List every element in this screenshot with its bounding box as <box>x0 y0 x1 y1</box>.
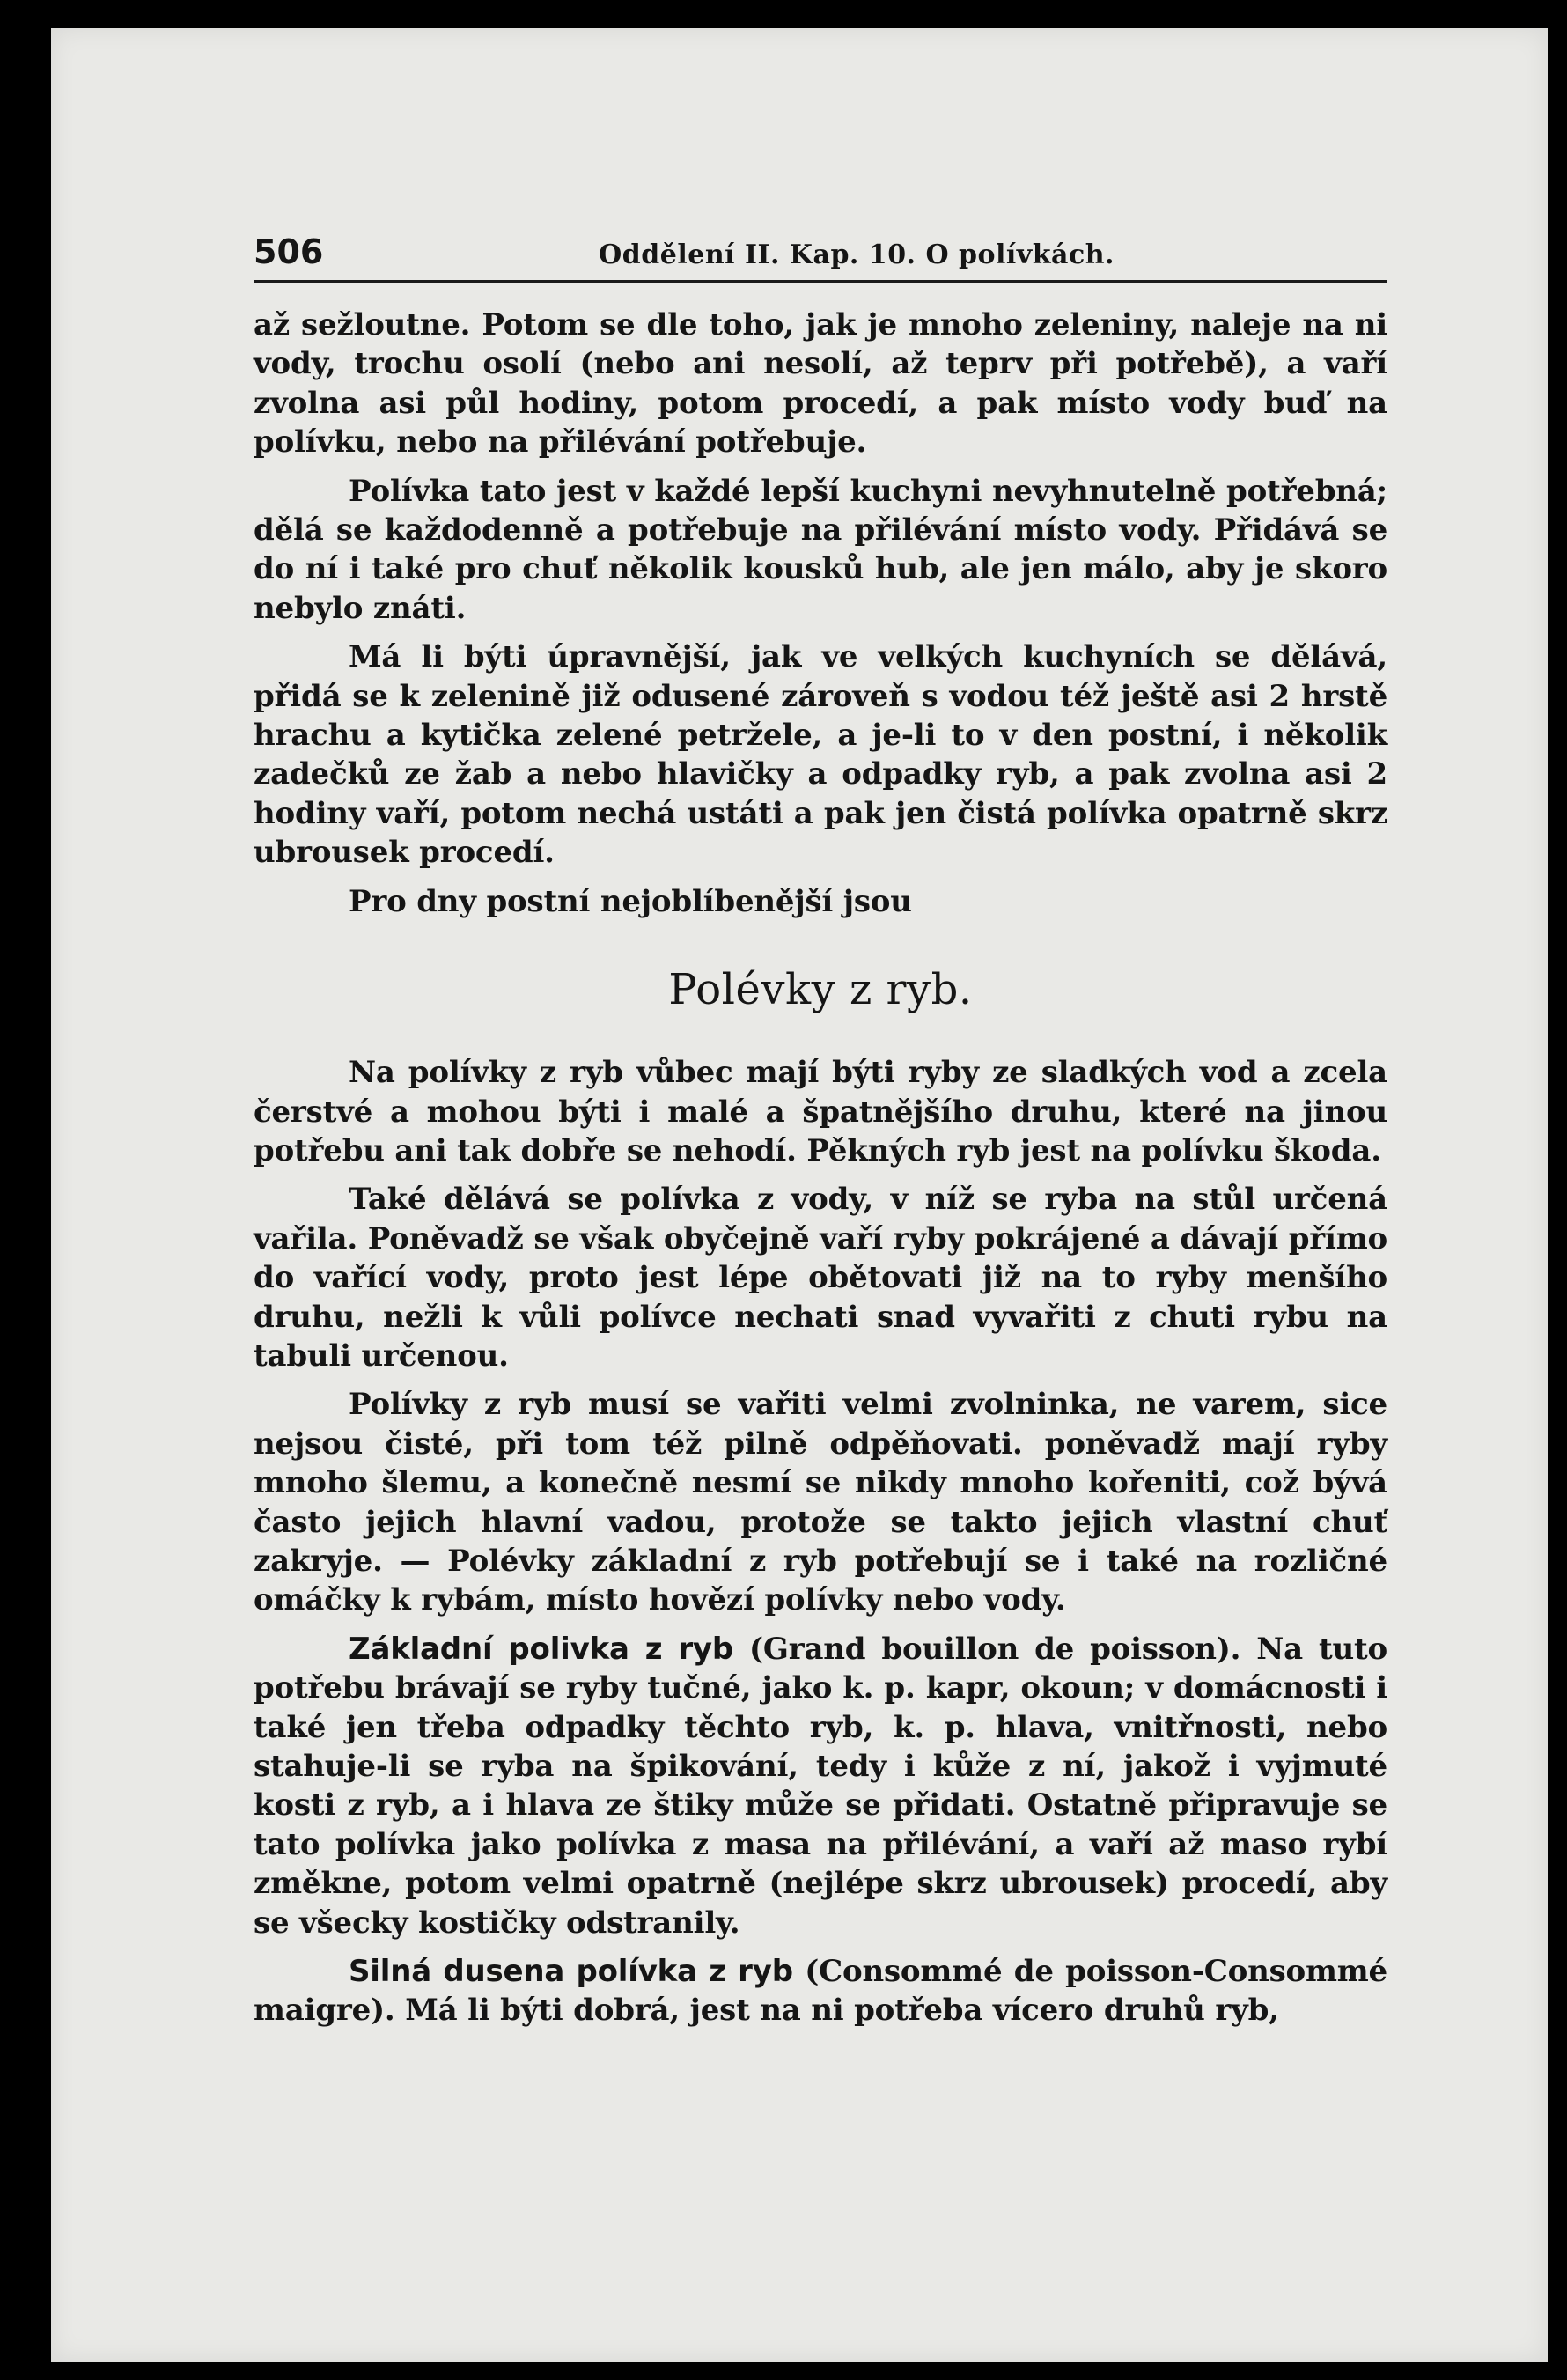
paragraph: Pro dny postní nejoblíbenější jsou <box>349 883 912 919</box>
paragraph: až sežloutne. Potom se dle toho, jak je mnoho zeleniny, naleje na ni vody, trochu osolí (nebo ani nesolí, až teprv při potřebě), a vaří zvolna asi půl hodiny, potom procedí, a pak místo vody buď na polívku, nebo na přilévání potřebuje. <box>254 307 1387 461</box>
page-header <box>254 232 1387 283</box>
recipe-paragraph <box>254 1630 1387 1942</box>
paragraph: Polívky z ryb musí se vařiti velmi zvolninka, ne varem, sice nejsou čisté, při tom též pilně odpěňovati. poněvadž mají ryby mnoho šlemu, a konečně nesmí se nikdy mnoho kořeniti, což bývá často jejich hlavní vadou, protože se takto jejich vlastní chuť zakryje. — Polévky základní z ryb potřebují se i také na rozličné omáčky k rybám, místo hovězí polívky nebo vody. <box>254 1387 1387 1618</box>
recipe-paragraph <box>254 1952 1387 2030</box>
paragraph: Také dělává se polívka z vody, v níž se ryba na stůl určená vařila. Poněvadž se však obyčejně vaří ryby pokrájené a dávají přímo do vařící vody, proto jest lépe obětovati již na to ryby menšího druhu, nežli k vůli polívce nechati snad vyvařiti z chuti rybu na tabuli určenou. <box>254 1182 1387 1374</box>
running-title: Oddělení II. Kap. 10. O polívkách. <box>599 239 1115 270</box>
page-content <box>254 213 1387 2040</box>
recipe-term: Silná dusena polívka z ryb <box>349 1954 793 1990</box>
book-page <box>51 28 1548 2362</box>
recipe-text: (Grand bouillon de poisson). Na tuto potřebu brávají se ryby tučné, jako k. p. kapr, okoun; v domácnosti i také jen třeba odpadky těchto ryb, k. p. hlava, vnitřnosti, nebo stahuje-li se ryba na špikování, tedy i kůže z ní, jakož i vyjmuté kosti z ryb, a i hlava ze štiky může se přidati. Ostatně připravuje se tato polívka jako polívka z masa na přilévání, a vaří až maso rybí změkne, potom velmi opatrně (nejlépe skrz ubrousek) procedí, aby se všecky kostičky odstranily. <box>254 1631 1387 1941</box>
page-number: 506 <box>254 232 324 271</box>
paragraph: Má li býti úpravnější, jak ve velkých kuchyních se dělává, přidá se k zelenině již odusené zároveň s vodou též ještě asi 2 hrstě hrachu a kytička zelené petržele, a je-li to v den postní, i několik zadečků ze žab a nebo hlavičky a odpadky ryb, a pak zvolna asi 2 hodiny vaří, potom nechá ustáti a pak jen čistá polívka opatrně skrz ubrousek procedí. <box>254 639 1387 871</box>
paragraph: Na polívky z ryb vůbec mají býti ryby ze sladkých vod a zcela čerstvé a mohou býti i malé a špatnějšího druhu, které na jinou potřebu ani tak dobře se nehodí. Pěkných ryb jest na polívku škoda. <box>254 1055 1387 1168</box>
paragraph: Polívka tato jest v každé lepší kuchyni nevyhnutelně potřebná; dělá se každodenně a potřebuje na přilévání místo vody. Přidává se do ní i také pro chuť několik kousků hub, ale jen málo, aby je skoro nebylo znáti. <box>254 473 1387 626</box>
section-title: Polévky z ryb. <box>668 965 973 1015</box>
recipe-text: (Consommé de poisson-Consommé maigre). Má li býti dobrá, jest na ni potřeba vícero druhů ryb, <box>254 1954 1387 2029</box>
recipe-term: Základní polivka z ryb <box>349 1631 733 1667</box>
